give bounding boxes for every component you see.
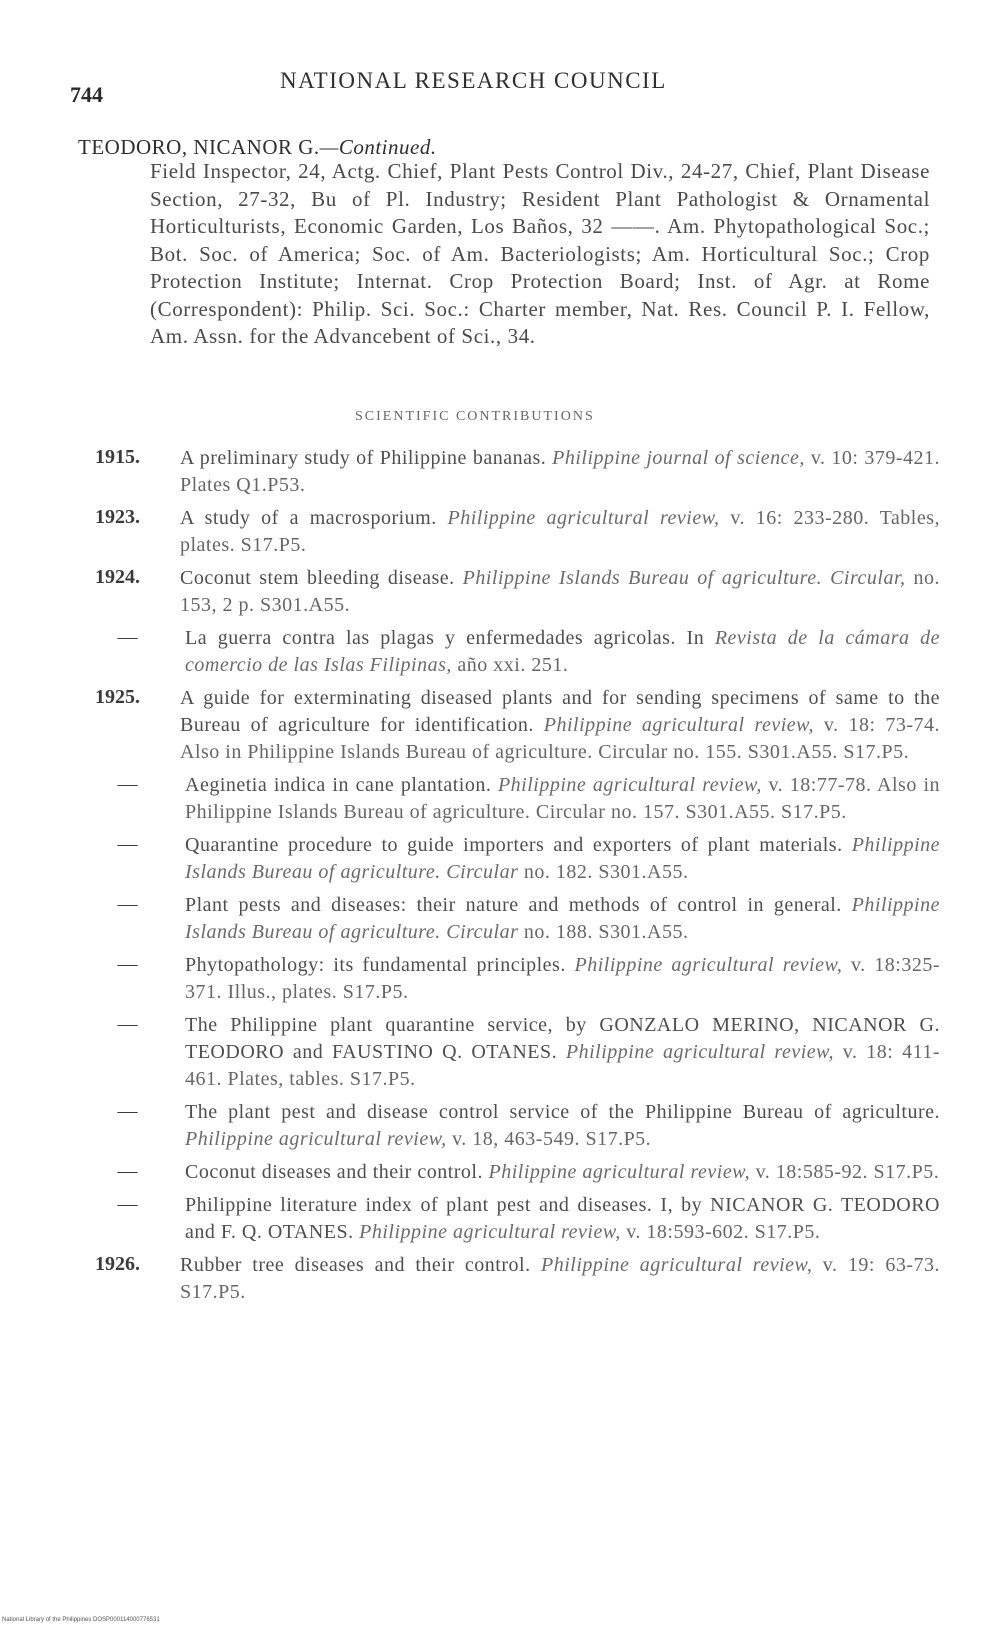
entry-title: A guide for exterminating diseased plants and for sending specimens of same to the Bureau of agriculture for identification. (180, 687, 940, 736)
entry-year: — (117, 1013, 138, 1035)
entry-title: Rubber tree diseases and their control. (180, 1254, 531, 1276)
entry-publication: Revista de la cámara de comercio de las Islas Filipinas, (185, 627, 941, 676)
entry-title: Phytopathology: its fundamental principles. (185, 954, 566, 976)
contribution-entry (95, 1099, 940, 1153)
entry-citation: no. 182. S301.A55. (523, 861, 689, 883)
entry-year: 1926. (95, 1253, 140, 1275)
entry-year: 1925. (95, 686, 140, 708)
entry-year: — (117, 1160, 138, 1182)
entry-publication: Philippine agricultural review, (543, 714, 815, 736)
section-heading: SCIENTIFIC CONTRIBUTIONS (355, 409, 595, 424)
entry-citation: año xxi. 251. (457, 654, 569, 676)
entry-citation: v. 16: 233-280. Tables, plates. S17.P5. (180, 507, 941, 556)
entry-citation: v. 10: 379-421. Plates Q1.P53. (180, 447, 941, 496)
entry-text (180, 445, 940, 499)
contribution-entry (95, 685, 940, 766)
entry-citation: v. 18:77-78. Also in Philippine Islands Bureau of agriculture. Circular no. 157. S301.A55. S17.P5. (185, 774, 941, 823)
contribution-entry (95, 625, 940, 679)
entry-text (180, 625, 940, 679)
entry-citation: v. 18:585-92. S17.P5. (755, 1161, 940, 1183)
entry-year: — (117, 953, 138, 975)
entry-year: 1915. (95, 446, 140, 468)
entry-publication: Philippine agricultural review, (447, 507, 720, 529)
contribution-entry (95, 1159, 940, 1186)
contributions-list (95, 445, 940, 1312)
entry-title: Quarantine procedure to guide importers and exporters of plant materials. (185, 834, 843, 856)
entry-citation: v. 19: 63-73. S17.P5. (180, 1254, 941, 1303)
entry-publication: Philippine agricultural review, (541, 1254, 813, 1276)
entry-title: Aeginetia indica in cane plantation. (185, 774, 492, 796)
contribution-entry (95, 1252, 940, 1306)
entry-publication: Philippine journal of science, (552, 447, 805, 469)
entry-title: La guerra contra las plagas y enfermedades agricolas. In (185, 627, 705, 649)
entry-text (180, 832, 940, 886)
entry-publication: Philippine Islands Bureau of agriculture. Circular (185, 894, 940, 943)
entry-title: Coconut stem bleeding disease. (180, 567, 455, 589)
entry-year: — (117, 1100, 138, 1122)
entry-year: 1924. (95, 566, 140, 588)
entry-text (180, 565, 940, 619)
entry-citation: no. 188. S301.A55. (523, 921, 689, 943)
entry-text (180, 952, 940, 1006)
entry-publication: Philippine agricultural review, (488, 1161, 751, 1183)
contribution-entry (95, 832, 940, 886)
entry-publication: Philippine Islands Bureau of agriculture. Circular (185, 834, 941, 883)
entry-text (180, 1099, 940, 1153)
entry-text (180, 1012, 940, 1093)
entry-text (180, 1192, 940, 1246)
entry-publication: Philippine agricultural review, (574, 954, 843, 976)
entry-text (180, 772, 940, 826)
entry-publication: Philippine agricultural review, (359, 1221, 621, 1243)
entry-text (180, 685, 940, 766)
entry-citation: v. 18:593-602. S17.P5. (626, 1221, 821, 1243)
entry-citation: v. 18:325-371. Illus., plates. S17.P5. (185, 954, 941, 1003)
author-biography: Field Inspector, 24, Actg. Chief, Plant Pests Control Div., 24-27, Chief, Plant Disease Section, 27-32, Bu of Pl. Industry; Resident Plant Pathologist & Ornamental Horticulturists, Economic Garden, Los Baños, 32 ——. Am. Phytopathological Soc.; Bot. Soc. of America; Soc. of Am. Bacteriologists; Am. Horticultural Soc.; Crop Protection Institute; Internat. Crop Protection Board; Inst. of Agr. at Rome (Correspondent): Philip. Sci. Soc.: Charter member, Nat. Res. Council P. I. Fellow, Am. Assn. for the Advancebent of Sci., 34. (150, 159, 930, 348)
entry-text (180, 1252, 940, 1306)
entry-text (180, 892, 940, 946)
contribution-entry (95, 1192, 940, 1246)
continued-label: —Continued. (319, 135, 437, 159)
entry-citation: v. 18, 463-549. S17.P5. (452, 1128, 652, 1150)
entry-title: The plant pest and disease control service of the Philippine Bureau of agriculture. (185, 1101, 940, 1123)
entry-citation: v. 18: 73-74. Also in Philippine Islands Bureau of agriculture. Circular no. 155. S301.A55. S17.P5. (180, 714, 941, 763)
entry-publication: Philippine agricultural review, (497, 774, 762, 796)
entry-year: — (117, 773, 138, 795)
entry-year: — (117, 1193, 138, 1215)
entry-publication: Philippine agricultural review, (565, 1041, 835, 1063)
contribution-entry (95, 565, 940, 619)
contribution-entry (95, 892, 940, 946)
contribution-entry (95, 772, 940, 826)
entry-title: The Philippine plant quarantine service, by GONZALO MERINO, NICANOR G. TEODORO and FAUSTINO Q. OTANES. (185, 1014, 940, 1063)
entry-title: A preliminary study of Philippine bananas. (180, 447, 547, 469)
entry-title: Coconut diseases and their control. (185, 1161, 483, 1183)
entry-title: A study of a macrosporium. (180, 507, 437, 529)
entry-citation: no. 153, 2 p. S301.A55. (180, 567, 940, 616)
contribution-entry (95, 952, 940, 1006)
entry-title: Plant pests and diseases: their nature and methods of control in general. (185, 894, 842, 916)
entry-publication: Philippine Islands Bureau of agriculture. Circular, (462, 567, 906, 589)
running-title: NATIONAL RESEARCH COUNCIL (280, 68, 667, 93)
contribution-entry (95, 1012, 940, 1093)
entry-year: — (117, 833, 138, 855)
entry-year: — (117, 626, 138, 648)
entry-citation: v. 18: 411-461. Plates, tables. S17.P5. (185, 1041, 940, 1090)
author-name: TEODORO, NICANOR G. (78, 135, 320, 159)
author-heading (78, 135, 437, 160)
contribution-entry (95, 445, 940, 499)
entry-text (180, 1159, 940, 1186)
entry-year: — (117, 893, 138, 915)
entry-publication: Philippine agricultural review, (185, 1128, 447, 1150)
footer-credit: National Library of the Philippines DOSP000114000776531 (2, 1617, 160, 1623)
entry-year: 1923. (95, 506, 140, 528)
entry-title: Philippine literature index of plant pest and diseases. I, by NICANOR G. TEODORO and F. Q. OTANES. (185, 1194, 940, 1243)
contribution-entry (95, 505, 940, 559)
page-number: 744 (70, 82, 103, 107)
entry-text (180, 505, 940, 559)
